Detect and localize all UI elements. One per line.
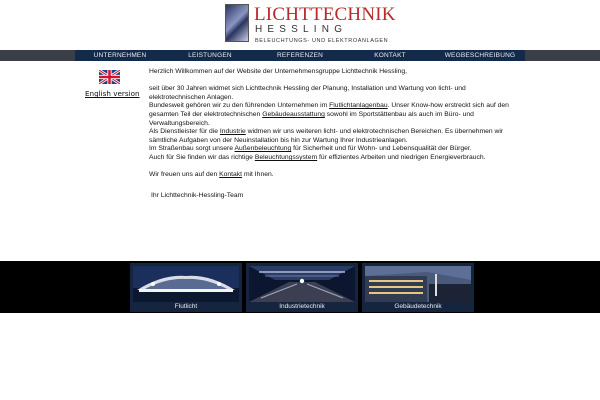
nav-item-wegbeschreibung[interactable]: WEGBESCHREIBUNG	[444, 52, 516, 59]
paragraph-leading: Bundesweit gehören wir zu den führenden Unternehmen im Flutlichtanlagenbau. Unser Know-how erstreckt sich auf den gesamten Teil der elektrotechnischen Gebäudeausstattung sowohl im Sportstättenbau als auch im Büro- und Verwaltungsbereich.	[149, 102, 509, 127]
thumbnail-flutlicht[interactable]	[130, 263, 242, 312]
stadium-image	[133, 266, 239, 302]
thumbnail-industrietechnik[interactable]	[246, 263, 358, 312]
logo-emblem-icon	[225, 4, 249, 42]
link-gebaeudeausstattung[interactable]: Gebäudeausstattung	[262, 110, 325, 118]
thumbnail-label: Flutlicht	[174, 303, 198, 310]
english-version-link[interactable]: English version	[85, 89, 140, 98]
welcome-content	[149, 68, 519, 200]
signature: Ihr Lichttechnik-Hessling-Team	[151, 191, 244, 199]
building-image	[365, 266, 471, 302]
nav-item-kontakt[interactable]: KONTAKT	[374, 52, 406, 59]
uk-flag-icon[interactable]	[99, 70, 120, 84]
link-kontakt[interactable]: Kontakt	[219, 171, 243, 179]
paragraph-systems: Auch für Sie finden wir das richtige Beleuchtungssystem für effizientes Arbeiten und niedrigen Energieverbrauch.	[149, 153, 486, 161]
company-logo[interactable]	[225, 4, 396, 46]
industry-image	[249, 266, 355, 302]
link-beleuchtungssystem[interactable]: Beleuchtungssystem	[254, 153, 318, 161]
paragraph-street: Im Straßenbau sorgt unsere Außenbeleuchtung für Sicherheit und für Wohn- und Lebensqualität der Bürger.	[149, 145, 472, 153]
nav-item-unternehmen[interactable]: UNTERNEHMEN	[93, 52, 147, 59]
main-navigation	[0, 50, 600, 61]
logo-subtitle: HESSLING	[255, 24, 348, 35]
nav-menu	[75, 50, 525, 61]
paragraph-history: seit über 30 Jahren widmet sich Lichttechnik Hessling der Planung, Installation und Wartung von licht- und elektrotechnischen Anlagen.	[149, 85, 466, 101]
logo-tagline: BELEUCHTUNGS- UND ELEKTROANLAGEN	[255, 38, 389, 44]
paragraph-contact: Wir freuen uns auf den Kontakt mit Ihnen.	[149, 171, 274, 179]
thumbnail-label: Gebäudetechnik	[394, 303, 442, 310]
nav-item-leistungen[interactable]: LEISTUNGEN	[188, 52, 232, 59]
logo-name: LICHTTECHNIK	[254, 4, 396, 25]
thumbnail-label: Industrietechnik	[279, 303, 325, 310]
greeting: Herzlich Willkommen auf der Website der Unternehmensgruppe Lichttechnik Hessling,	[149, 68, 407, 75]
thumbnail-gebaeudetechnik[interactable]	[362, 263, 474, 312]
link-flutlichtanlagenbau[interactable]: Flutlichtanlagenbau	[329, 102, 388, 110]
link-industrie[interactable]: Industrie	[219, 128, 246, 136]
nav-item-referenzen[interactable]: REFERENZEN	[276, 52, 324, 59]
paragraph-industry: Als Dienstleister für die Industrie widmen wir uns weiteren licht- und elektrotechnischen Bereichen. Es übernehmen wir sämtliche Aufgaben von der Neuinstallation bis hin zur Wartung Ihrer Industrieanlagen.	[149, 128, 504, 144]
link-aussenbeleuchtung[interactable]: Außenbeleuchtung	[234, 145, 292, 153]
